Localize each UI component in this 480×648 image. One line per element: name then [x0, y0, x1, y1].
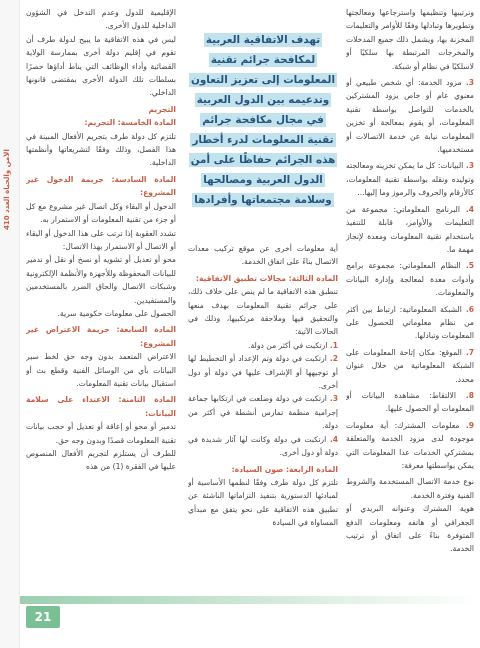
- paragraph: محو أو تعديل أو تشويه أو نسخ أو نقل أو تدمير للبيانات المحفوظة وللأجهزة والأنظمة الإلكترونية وشبكات الاتصال والحاق الضرر بالمستخدمين والمستفيدين.: [26, 255, 176, 305]
- item-label: الشبكة المعلوماتية:: [399, 304, 462, 314]
- item-text: كل ما يمكن تخزينه ومعالجته وتوليده ونقله بواسطة تقنية المعلومات، كالأرقام والحروف والرموز وما إليها...: [346, 161, 474, 198]
- definition-item: [346, 259, 474, 299]
- section-heading: التجريم: [148, 104, 176, 114]
- left-column: [26, 6, 176, 576]
- item-number: 7.: [465, 347, 474, 357]
- item-number: 3.: [465, 161, 474, 171]
- item-number: 4.: [329, 434, 338, 444]
- paragraph: تنطبق هذه الاتفاقية ما لم ينص على خلاف ذلك، على جرائم تقنية المعلومات بهدف منعها والتحقيق فيها وملاحقة مرتكبيها، وذلك في الحالات الآتية:: [188, 287, 338, 337]
- paragraph: وترتيبها وتنظيمها واسترجاعها ومعالجتها وتطويرها وتبادلها وفقًا للأوامر والتعليمات المخزنة بها، ويشمل ذلك جميع المدخلات والمخرجات المرتبطة بها سلكيًا أو لاسلكيًا في نظام أو شبكة.: [346, 8, 474, 71]
- definition-item: [346, 203, 474, 257]
- page-number: 21: [34, 610, 52, 624]
- item-text: مكان إتاحة المعلومات على الشبكة المعلوماتية من خلال عنوان محدد.: [346, 347, 474, 384]
- footer-band: [20, 596, 480, 604]
- item-label: الموقع:: [438, 347, 462, 357]
- definition-item: [346, 76, 474, 156]
- definition-item: [346, 303, 474, 343]
- item-number: 9.: [465, 420, 474, 430]
- definition-item: [346, 346, 474, 386]
- list-item: [188, 339, 338, 352]
- item-label: البيانات:: [437, 161, 464, 171]
- item-label: الالتقاط:: [429, 390, 456, 400]
- item-text: أي شخص طبيعي أو معنوي عام أو خاص يزود المشتركين بالخدمات للتواصل بواسطة تقنية المعلومات، أو يقوم بمعالجة أو تخزين المعلومات نيابة عن خدمة الاتصالات أو مستخدميها.: [346, 78, 474, 155]
- article-heading: المادة الثالثة: مجالات تطبيق الاتفاقية:: [195, 273, 338, 283]
- paragraph: تدمير أو محو أو إعاقة أو تعديل أو حجب بيانات تقنية المعلومات قصدًا وبدون وجه حق.: [26, 422, 176, 445]
- item-label: معلومات المشترك:: [394, 420, 460, 430]
- item-text: ارتكبت في دولة وتم الإعداد أو التخطيط لها أو توجيهها أو الإشراف عليها في دولة أو دول أخرى.: [188, 354, 338, 391]
- item-number: 8.: [465, 390, 474, 400]
- article-heading: المادة الخامسة: التجريم:: [84, 118, 176, 128]
- pull-quote-text: تهدف الاتفاقية العربية لمكافحة جرائم تقنية المعلومات إلى تعزيز التعاون وتدعيمه بين الدول العربية في مجال مكافحة جرائم تقنية المعلومات لدرء أخطار هذه الجرائم حفاظًا على أمن الدول العربية ومصالحها وسلامة مجتمعاتها وأفرادها: [190, 34, 336, 206]
- item-text: مجموعة برامج وأدوات معدة لمعالجة وإدارة البيانات والمعلومات.: [346, 261, 474, 298]
- article-heading: المادة السابعة: جريمة الاعتراض غير المشروع:: [26, 325, 176, 348]
- paragraph: تلتزم كل دولة طرف بتجريم الأفعال المبينة في هذا الفصل، وذلك وفقًا لتشريعاتها وأنظمتها الداخلية.: [26, 131, 176, 168]
- definition-item: [346, 389, 474, 416]
- item-text: ارتكبت في دولة وكانت لها آثار شديدة في دولة أو دول أخرى.: [188, 434, 338, 458]
- paragraph: الإقليمية للدول وعدم التدخل في الشؤون الداخلية للدول الأخرى.: [26, 8, 176, 31]
- list-item: [188, 433, 338, 460]
- side-strip: [0, 0, 20, 648]
- item-number: 3.: [329, 394, 338, 404]
- pull-quote: [188, 30, 338, 230]
- item-number: 2.: [329, 354, 338, 364]
- paragraph: الدخول أو البقاء وكل اتصال غير مشروع مع كل أو جزء من تقنية المعلومات أو الاستمرار به.: [26, 201, 176, 225]
- definition-item: [346, 419, 474, 473]
- item-number: 1.: [329, 340, 338, 350]
- definition-item: [346, 159, 474, 199]
- article-heading: المادة السادسة: جريمة الدخول غير المشروع:: [26, 174, 176, 198]
- item-text: أية معلومات موجودة لدى مزود الخدمة والمتعلقة بمشتركي الخدمات عدا المعلومات التي يمكن بواسطتها معرفة:: [346, 420, 474, 470]
- paragraph: تلتزم كل دولة طرف وفقًا لنظمها الأساسية أو لمبادئها الدستورية بتنفيذ التزاماتها الناشئة عن تطبيق هذه الاتفاقية على نحو يتفق مع مبدأي المساواة في السيادة: [188, 477, 338, 528]
- item-number: 3.: [465, 78, 474, 88]
- item-text: مشاهدة البيانات أو المعلومات أو الحصول عليها.: [346, 390, 474, 414]
- paragraph: أية معلومات أخرى عن موقع تركيب معدات الاتصال بناءً على اتفاق الخدمة.: [188, 244, 338, 267]
- item-text: ارتباط بين أكثر من نظام معلوماتي للحصول على المعلومات وتبادلها.: [346, 304, 474, 341]
- paragraph: ليس في هذه الاتفاقية ما يبيح لدولة طرف أن تقوم في إقليم دولة أخرى بممارسة الولاية القضائية وأداء الوظائف التي يناط أداؤها حصرًا بسلطات تلك الدولة الأخرى بمقتضى قانونها الداخلي.: [26, 34, 176, 98]
- middle-column: [188, 242, 338, 618]
- paragraph: تشدد العقوبة إذا ترتب على هذا الدخول أو البقاء أو الاتصال أو الاستمرار بهذا الاتصال:: [26, 228, 176, 251]
- item-number: 5.: [465, 261, 474, 271]
- item-text: ارتكبت في دولة وضلعت في ارتكابها جماعة إجرامية منظمة تمارس أنشطة في أكثر من دولة.: [188, 394, 338, 431]
- paragraph: الحصول على معلومات حكومية سرية.: [57, 308, 176, 318]
- item-number: 6.: [465, 304, 474, 314]
- item-number: 4.: [465, 204, 474, 214]
- article-heading: المادة الرابعة: صون السيادة:: [231, 464, 338, 474]
- list-item: [188, 352, 338, 392]
- paragraph: هوية المشترك وعنوانه البريدي أو الجغرافي أو هاتفه ومعلومات الدفع المتوفرة بناءً على اتفاق أو ترتيب الخدمة.: [346, 504, 474, 554]
- item-text: مجموعة من التعليمات والأوامر، قابلة للتنفيذ باستخدام تقنية المعلومات ومعدة لإنجاز مهمة ما.: [346, 204, 474, 254]
- list-item: [188, 392, 338, 432]
- item-text: ارتكبت في أكثر من دولة.: [248, 340, 328, 350]
- paragraph: للطرف أن يستلزم لتجريم الأفعال المنصوص عليها في الفقرة (1) من هذه: [26, 449, 176, 472]
- paragraph: نوع خدمة الاتصال المستخدمة والشروط الفنية وفترة الخدمة.: [346, 477, 474, 500]
- item-label: النظام المعلوماتي:: [399, 261, 461, 271]
- item-label: البرنامج المعلوماتي:: [393, 204, 460, 214]
- article-heading: المادة الثامنة: الاعتداء على سلامة البيانات:: [26, 395, 176, 418]
- side-label: الأمن والحياة العدد 410: [3, 149, 11, 230]
- paragraph: الاعتراض المتعمد بدون وجه حق لخط سير البيانات بأي من الوسائل الفنية وقطع بث أو استقبال بيانات تقنية المعلومات.: [26, 352, 176, 388]
- right-column: [346, 6, 474, 574]
- item-label: مزود الخدمة:: [418, 78, 462, 88]
